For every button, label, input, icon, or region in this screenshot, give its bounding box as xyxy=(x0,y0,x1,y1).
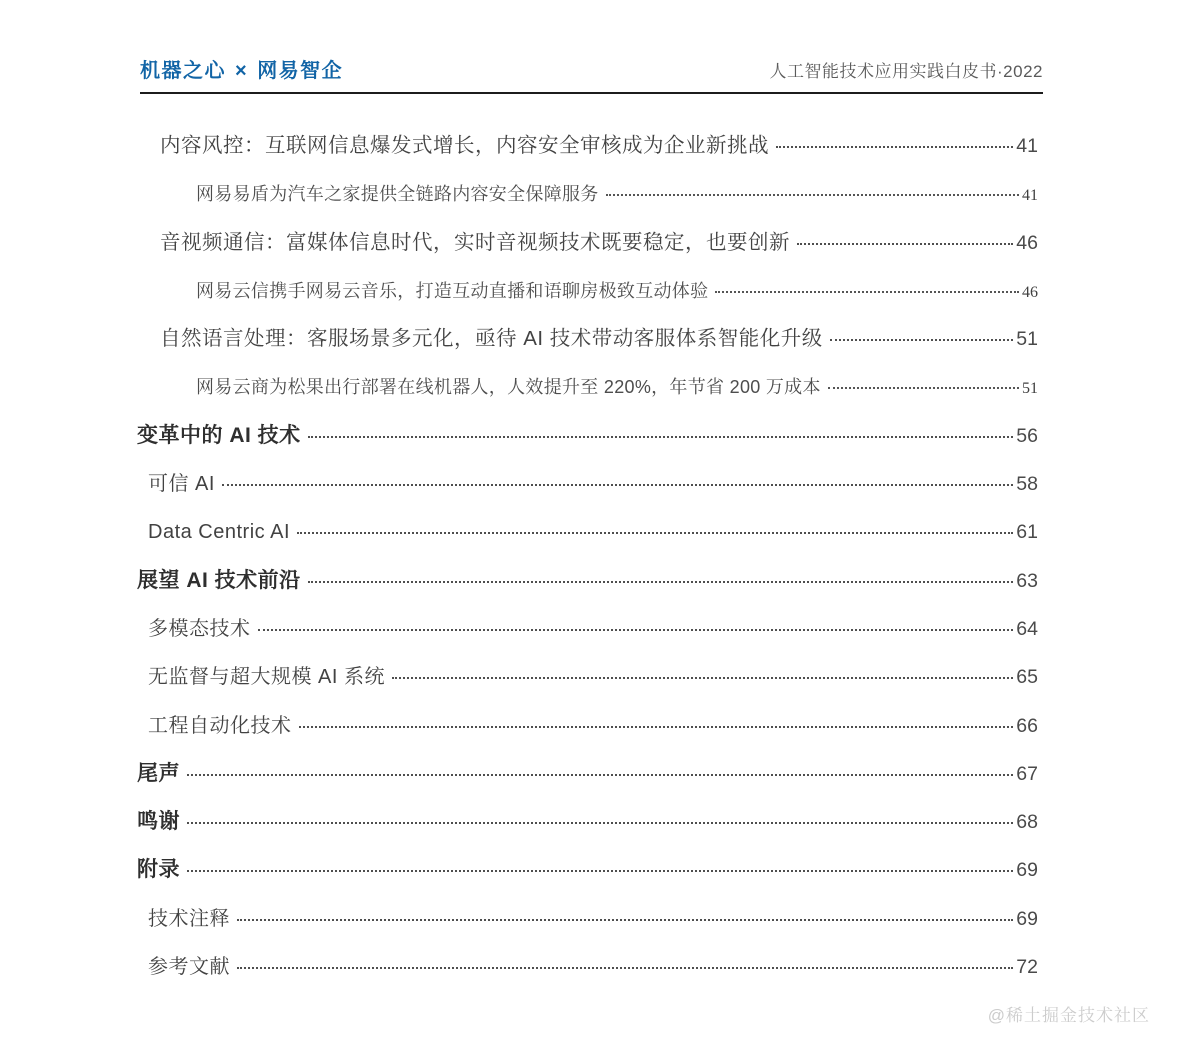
toc-entry-page: 61 xyxy=(1016,521,1038,544)
table-of-contents xyxy=(137,122,1038,991)
toc-entry-label: 参考文献 xyxy=(148,956,230,979)
toc-entry-label: 网易云商为松果出行部署在线机器人，人效提升至 220%，年节省 200 万成本 xyxy=(196,377,821,398)
brand-logos xyxy=(140,54,343,83)
toc-entry-label: Data Centric AI xyxy=(148,521,291,544)
dot-leader xyxy=(606,194,1019,196)
toc-entry-page: 66 xyxy=(1016,714,1038,737)
dot-leader xyxy=(392,677,1013,679)
toc-entry[interactable] xyxy=(137,170,1038,218)
toc-entry-page: 69 xyxy=(1016,907,1038,930)
toc-entry-page: 72 xyxy=(1016,956,1038,979)
dot-leader xyxy=(297,532,1013,534)
toc-entry-label: 内容风控：互联网信息爆发式增长，内容安全审核成为企业新挑战 xyxy=(160,134,769,157)
toc-entry-page: 41 xyxy=(1016,135,1038,157)
dot-leader xyxy=(258,629,1014,631)
page-header xyxy=(140,0,1043,94)
toc-entry-label: 多模态技术 xyxy=(148,617,251,640)
dot-leader xyxy=(776,146,1013,148)
toc-entry-label: 自然语言处理：客服场景多元化，亟待 AI 技术带动客服体系智能化升级 xyxy=(160,327,823,351)
toc-entry[interactable] xyxy=(137,605,1038,653)
toc-entry[interactable] xyxy=(137,412,1038,460)
toc-entry-page: 41 xyxy=(1022,187,1038,205)
toc-entry-label: 变革中的 AI 技术 xyxy=(137,423,301,447)
toc-entry-label: 可信 AI xyxy=(148,473,215,496)
toc-entry-page: 69 xyxy=(1016,859,1038,882)
dot-leader xyxy=(237,967,1013,969)
toc-entry-page: 63 xyxy=(1016,569,1038,592)
toc-entry[interactable] xyxy=(137,895,1038,943)
toc-entry-page: 51 xyxy=(1016,328,1038,351)
toc-entry[interactable] xyxy=(137,219,1038,267)
toc-entry-label: 网易云信携手网易云音乐，打造互动直播和语聊房极致互动体验 xyxy=(196,280,709,301)
document-title: 人工智能技术应用实践白皮书·2022 xyxy=(769,62,1043,81)
brand-left: 机器之心 xyxy=(140,60,226,82)
dot-leader xyxy=(830,339,1014,341)
brand-separator-icon: × xyxy=(235,60,249,82)
dot-leader xyxy=(308,436,1014,438)
dot-leader xyxy=(299,726,1014,728)
toc-entry-page: 56 xyxy=(1016,424,1038,447)
dot-leader xyxy=(187,774,1013,776)
toc-entry[interactable] xyxy=(137,508,1038,556)
toc-entry-label: 技术注释 xyxy=(148,907,230,930)
toc-entry-label: 展望 AI 技术前沿 xyxy=(137,568,301,592)
dot-leader xyxy=(187,870,1013,872)
dot-leader xyxy=(715,291,1019,293)
toc-entry[interactable] xyxy=(137,363,1038,411)
toc-entry[interactable] xyxy=(137,653,1038,701)
toc-entry[interactable] xyxy=(137,702,1038,750)
dot-leader xyxy=(797,243,1013,245)
toc-entry[interactable] xyxy=(137,798,1038,846)
toc-entry-page: 68 xyxy=(1016,811,1038,834)
dot-leader xyxy=(308,581,1014,583)
toc-entry-page: 46 xyxy=(1022,283,1038,301)
toc-entry-label: 工程自动化技术 xyxy=(148,714,292,737)
toc-entry[interactable] xyxy=(137,460,1038,508)
toc-entry[interactable] xyxy=(137,557,1038,605)
toc-entry-label: 尾声 xyxy=(137,761,180,785)
toc-entry[interactable] xyxy=(137,943,1038,991)
toc-entry[interactable] xyxy=(137,315,1038,363)
dot-leader xyxy=(187,822,1013,824)
toc-entry-page: 67 xyxy=(1016,762,1038,785)
toc-entry-page: 51 xyxy=(1022,380,1038,398)
toc-entry-page: 64 xyxy=(1016,617,1038,640)
toc-entry-page: 65 xyxy=(1016,666,1038,689)
watermark: @稀土掘金技术社区 xyxy=(987,1006,1150,1025)
toc-entry[interactable] xyxy=(137,122,1038,170)
brand-right: 网易智企 xyxy=(257,60,344,82)
toc-entry-page: 58 xyxy=(1016,473,1038,496)
toc-entry-label: 网易易盾为汽车之家提供全链路内容安全保障服务 xyxy=(196,184,599,205)
toc-entry-label: 附录 xyxy=(137,858,180,882)
toc-entry[interactable] xyxy=(137,750,1038,798)
toc-entry-label: 鸣谢 xyxy=(137,810,180,834)
dot-leader xyxy=(237,919,1013,921)
dot-leader xyxy=(222,484,1013,486)
toc-entry[interactable] xyxy=(137,846,1038,894)
toc-entry-label: 无监督与超大规模 AI 系统 xyxy=(148,666,386,689)
toc-entry-page: 46 xyxy=(1016,231,1038,254)
toc-entry[interactable] xyxy=(137,267,1038,315)
dot-leader xyxy=(828,387,1019,389)
toc-entry-label: 音视频通信：富媒体信息时代，实时音视频技术既要稳定，也要创新 xyxy=(160,230,790,254)
